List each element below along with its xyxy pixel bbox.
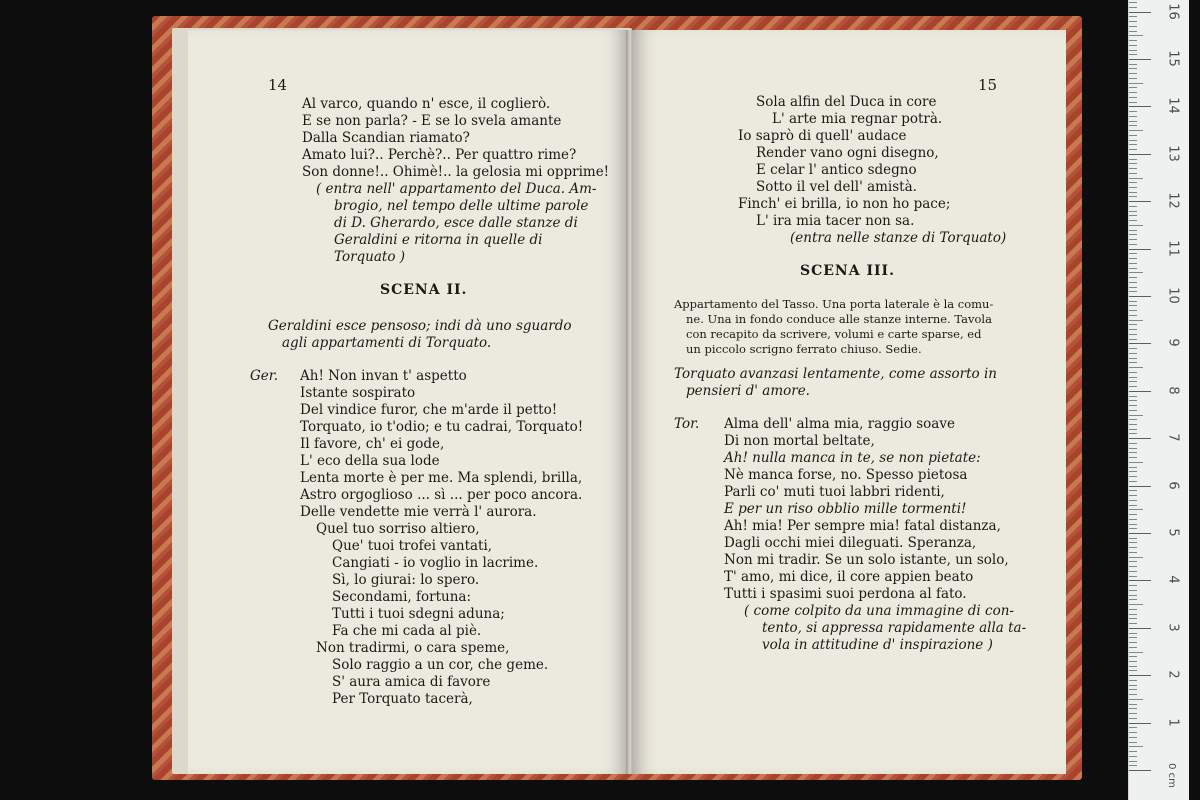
ruler-tick [1129,471,1137,472]
ruler-tick [1129,571,1137,572]
scene-heading: SCENA II. [380,282,468,298]
ruler-tick [1129,135,1137,136]
ruler-tick [1129,694,1137,695]
ruler-tick [1129,125,1137,126]
verse-line: Tutti i tuoi sdegni aduna; [332,606,505,622]
ruler-tick [1129,291,1137,292]
ruler-tick [1129,557,1143,558]
ruler-tick [1129,770,1151,771]
verse-line: L' eco della sua lode [300,453,440,469]
ruler-tick [1129,282,1137,283]
verse-line: Lenta morte è per me. Ma splendi, brilla, [300,470,583,486]
ruler-tick [1129,59,1151,60]
ruler-tick [1129,576,1137,577]
ruler-tick [1129,130,1143,131]
ruler-tick [1129,656,1137,657]
ruler-tick [1129,542,1137,543]
ruler-tick [1129,509,1143,510]
ruler-tick [1129,64,1137,65]
verse-line: Per Torquato tacerà, [332,691,473,707]
ruler-tick [1129,652,1143,653]
ruler-tick [1129,31,1137,32]
ruler-tick [1129,386,1137,387]
ruler-tick [1129,225,1143,226]
ruler-tick [1129,396,1137,397]
ruler-tick [1129,97,1137,98]
ruler-tick [1129,400,1137,401]
ruler-tick [1129,462,1143,463]
ruler-tick [1129,433,1137,434]
ruler-number: 10 [1165,287,1181,304]
ruler-tick [1129,704,1137,705]
stage-direction: ( entra nell' appartamento del Duca. Am- [316,181,597,197]
ruler-tick [1129,718,1137,719]
ruler-tick [1129,87,1137,88]
verse-line: Parli co' muti tuoi labbri ridenti, [724,484,945,500]
ruler-tick [1129,45,1137,46]
ruler-tick [1129,26,1137,27]
ruler-tick [1129,685,1137,686]
verse-line: Render vano ogni disegno, [756,145,939,161]
ruler-tick [1129,614,1137,615]
verse-line: Secondami, fortuna: [332,589,472,605]
setting-line: Appartamento del Tasso. Una porta laterale è la comu- [674,297,994,311]
ruler-tick [1129,301,1137,302]
ruler-tick [1129,263,1137,264]
verse-line: Torquato, io t'odio; e tu cadrai, Torquato! [300,419,584,435]
verse-line: E per un riso obblio mille tormenti! [724,501,967,517]
ruler-tick [1129,320,1143,321]
ruler-tick [1129,178,1143,179]
setting-line: con recapito da scrivere, volumi e carte sparse, ed [686,327,982,341]
ruler-tick [1129,713,1137,714]
ruler-tick [1129,761,1137,762]
verse-line: Son donne!.. Ohimè!.. la gelosia mi opprime! [302,164,610,180]
ruler-tick [1129,547,1137,548]
ruler-tick [1129,415,1143,416]
ruler-tick [1129,699,1143,700]
ruler-tick [1129,258,1137,259]
scene-intro: Geraldini esce pensoso; indi dà uno sguardo [268,318,572,334]
ruler-tick [1129,348,1137,349]
ruler-tick [1129,196,1137,197]
verse-line: E se non parla? - E se lo svela amante [302,113,562,129]
ruler-tick [1129,595,1137,596]
stage-direction: (entra nelle stanze di Torquato) [790,230,1007,246]
ruler-tick [1129,391,1151,392]
verse-line: Que' tuoi trofei vantati, [332,538,493,554]
ruler-tick [1129,604,1143,605]
ruler-tick [1129,239,1137,240]
verse-line: Cangiati - io voglio in lacrime. [332,555,539,571]
ruler-tick [1129,514,1137,515]
ruler-tick [1129,590,1137,591]
ruler-tick [1129,599,1137,600]
ruler-tick [1129,405,1137,406]
ruler-tick [1129,708,1137,709]
verse-line: Sola alfin del Duca in core [756,94,937,110]
ruler-tick [1129,727,1137,728]
ruler-number: 1 [1165,717,1181,727]
ruler-tick [1129,742,1137,743]
ruler-tick [1129,580,1151,581]
ruler-tick [1129,35,1143,36]
stage-direction: ( come colpito da una immagine di con- [744,603,1014,619]
ruler-tick [1129,16,1137,17]
scene-intro: Torquato avanzasi lentamente, come assorto in [674,366,997,382]
speaker-label: Ger. [250,368,279,384]
ruler-tick [1129,746,1143,747]
ruler-tick [1129,670,1137,671]
ruler-tick [1129,116,1137,117]
ruler-tick [1129,339,1137,340]
ruler-tick [1129,756,1137,757]
ruler-tick [1129,192,1137,193]
ruler-tick [1129,159,1137,160]
ruler-tick [1129,234,1137,235]
ruler-tick [1129,495,1137,496]
ruler-tick [1129,372,1137,373]
verse-line: Nè manca forse, no. Spesso pietosa [724,467,968,483]
ruler-tick [1129,78,1137,79]
ruler-tick [1129,54,1137,55]
ruler-tick [1129,121,1137,122]
ruler-tick [1129,334,1137,335]
verse-line: L' arte mia regnar potrà. [772,111,943,127]
measuring-ruler [1128,0,1189,800]
verse-line: Ah! nulla manca in te, se non pietate: [724,450,981,466]
ruler-tick [1129,675,1151,676]
ruler-number: 4 [1165,575,1181,585]
ruler-tick [1129,661,1137,662]
ruler-tick [1129,737,1137,738]
ruler-tick [1129,623,1137,624]
ruler-tick [1129,144,1137,145]
ruler-tick [1129,50,1137,51]
verse-line: Tutti i spasimi suoi perdona al fato. [724,586,967,602]
ruler-tick [1129,173,1137,174]
verse-line: Quel tuo sorriso altiero, [316,521,480,537]
setting-line: un piccolo scrigno ferrato chiuso. Sedie. [686,342,922,356]
setting-line: ne. Una in fondo conduce alle stanze interne. Tavola [686,312,992,326]
ruler-tick [1129,201,1151,202]
ruler-tick [1129,505,1137,506]
ruler-tick [1129,448,1137,449]
ruler-tick [1129,438,1151,439]
verse-line: Sotto il vel dell' amistà. [756,179,917,195]
ruler-tick [1129,424,1137,425]
verse-line: S' aura amica di favore [332,674,491,690]
verse-line: E celar l' antico sdegno [756,162,917,178]
ruler-tick [1129,481,1137,482]
ruler-tick [1129,244,1137,245]
ruler-tick [1129,751,1137,752]
right-page [632,30,1066,774]
page-number: 14 [268,76,288,94]
verse-line: Ah! Non invan t' aspetto [300,368,467,384]
ruler-tick [1129,528,1137,529]
ruler-number: 3 [1165,623,1181,632]
ruler-number: 2 [1165,670,1181,679]
ruler-tick [1129,2,1137,3]
ruler-tick [1129,211,1137,212]
ruler-tick [1129,7,1137,8]
ruler-number: 7 [1165,433,1181,442]
scene-heading: SCENA III. [800,263,895,279]
ruler-tick [1129,315,1137,316]
ruler-tick [1129,168,1137,169]
ruler-tick [1129,154,1151,155]
ruler-tick [1129,585,1137,586]
ruler-number: 13 [1165,145,1181,162]
verse-line: Ah! mia! Per sempre mia! fatal distanza, [724,518,1001,534]
ruler-tick [1129,467,1137,468]
ruler-tick [1129,73,1137,74]
verse-line: Alma dell' alma mia, raggio soave [724,416,955,432]
verse-line: Amato lui?.. Perchè?.. Per quattro rime? [302,147,577,163]
ruler-unit-label: 0 cm [1165,763,1177,788]
ruler-tick [1129,277,1137,278]
verse-line: Dalla Scandian riamato? [302,130,470,146]
ruler-tick [1129,429,1137,430]
ruler-tick [1129,163,1137,164]
verse-line: Istante sospirato [300,385,416,401]
ruler-tick [1129,68,1137,69]
ruler-tick [1129,533,1151,534]
verse-line: Dagli occhi miei dileguati. Speranza, [724,535,977,551]
ruler-tick [1129,732,1137,733]
verse-line: Al varco, quando n' esce, il coglierò. [302,96,551,112]
ruler-tick [1129,765,1137,766]
ruler-tick [1129,249,1151,250]
scene-intro: pensieri d' amore. [686,383,810,399]
scene-intro: agli appartamenti di Torquato. [282,335,492,351]
stage-direction: brogio, nel tempo delle ultime parole [334,198,589,214]
ruler-tick [1129,21,1137,22]
ruler-tick [1129,220,1137,221]
verse-line: Fa che mi cada al piè. [332,623,482,639]
ruler-tick [1129,305,1137,306]
ruler-number: 16 [1165,2,1181,20]
verse-line: L' ira mia tacer non sa. [756,213,915,229]
ruler-tick [1129,206,1137,207]
stage-direction: vola in attitudine d' inspirazione ) [762,637,993,653]
ruler-tick [1129,377,1137,378]
ruler-tick [1129,500,1137,501]
verse-line: Io saprò di quell' audace [738,128,907,144]
verse-line: Finch' ei brilla, io non ho pace; [738,196,951,212]
verse-line: Del vindice furor, che m'arde il petto! [300,402,558,418]
ruler-tick [1129,215,1137,216]
ruler-number: 6 [1165,480,1181,490]
ruler-tick [1129,353,1137,354]
ruler-tick [1129,609,1137,610]
ruler-tick [1129,452,1137,453]
ruler-tick [1129,680,1137,681]
ruler-tick [1129,358,1137,359]
ruler-tick [1129,106,1151,107]
ruler-tick [1129,329,1137,330]
ruler-tick [1129,324,1137,325]
ruler-number: 5 [1165,528,1181,537]
ruler-tick [1129,362,1137,363]
ruler-tick [1129,287,1137,288]
verse-line: Il favore, ch' ei gode, [300,436,445,452]
ruler-tick [1129,552,1137,553]
ruler-tick [1129,111,1137,112]
ruler-number: 15 [1165,50,1181,67]
ruler-tick [1129,628,1151,629]
ruler-tick [1129,83,1143,84]
ruler-tick [1129,443,1137,444]
ruler-tick [1129,149,1137,150]
ruler-tick [1129,102,1137,103]
ruler-tick [1129,268,1137,269]
ruler-tick [1129,457,1137,458]
ruler-tick [1129,410,1137,411]
ruler-tick [1129,296,1151,297]
ruler-tick [1129,723,1151,724]
verse-line: Sì, lo giurai: lo spero. [332,572,480,588]
ruler-tick [1129,637,1137,638]
ruler-tick [1129,476,1137,477]
left-page [188,30,628,774]
ruler-number: 14 [1165,97,1181,115]
ruler-tick [1129,642,1137,643]
stage-direction: di D. Gherardo, esce dalle stanze di [334,215,578,231]
verse-line: Non mi tradir. Se un solo istante, un solo, [724,552,1009,568]
verse-line: T' amo, mi dice, il core appien beato [724,569,974,585]
ruler-tick [1129,486,1151,487]
ruler-tick [1129,140,1137,141]
speaker-label: Tor. [674,416,700,432]
stage-direction: Geraldini e ritorna in quelle di [334,232,543,248]
ruler-tick [1129,40,1137,41]
ruler-number: 8 [1165,386,1181,395]
ruler-number: 9 [1165,338,1181,348]
ruler-tick [1129,618,1137,619]
page-number: 15 [978,76,998,94]
ruler-tick [1129,538,1137,539]
ruler-tick [1129,272,1143,273]
ruler-tick [1129,12,1151,13]
verse-line: Solo raggio a un cor, che geme. [332,657,549,673]
ruler-tick [1129,566,1137,567]
ruler-tick [1129,561,1137,562]
ruler-tick [1129,519,1137,520]
ruler-tick [1129,633,1137,634]
ruler-tick [1129,92,1137,93]
ruler-tick [1129,230,1137,231]
ruler-tick [1129,689,1137,690]
ruler-tick [1129,187,1137,188]
ruler-tick [1129,253,1137,254]
stage-direction: tento, si appressa rapidamente alla ta- [762,620,1027,636]
ruler-tick [1129,367,1143,368]
ruler-tick [1129,310,1137,311]
ruler-tick [1129,647,1137,648]
verse-line: Non tradirmi, o cara speme, [316,640,510,656]
ruler-tick [1129,343,1151,344]
verse-line: Astro orgoglioso ... sì ... per poco ancora. [300,487,583,503]
stage-direction: Torquato ) [334,249,406,265]
ruler-number: 12 [1165,192,1181,209]
ruler-number: 11 [1165,239,1181,257]
ruler-tick [1129,524,1137,525]
ruler-tick [1129,182,1137,183]
verse-line: Delle vendette mie verrà l' aurora. [300,504,537,520]
ruler-tick [1129,666,1137,667]
ruler-tick [1129,490,1137,491]
ruler-tick [1129,381,1137,382]
ruler-tick [1129,419,1137,420]
verse-line: Di non mortal beltate, [724,433,875,449]
